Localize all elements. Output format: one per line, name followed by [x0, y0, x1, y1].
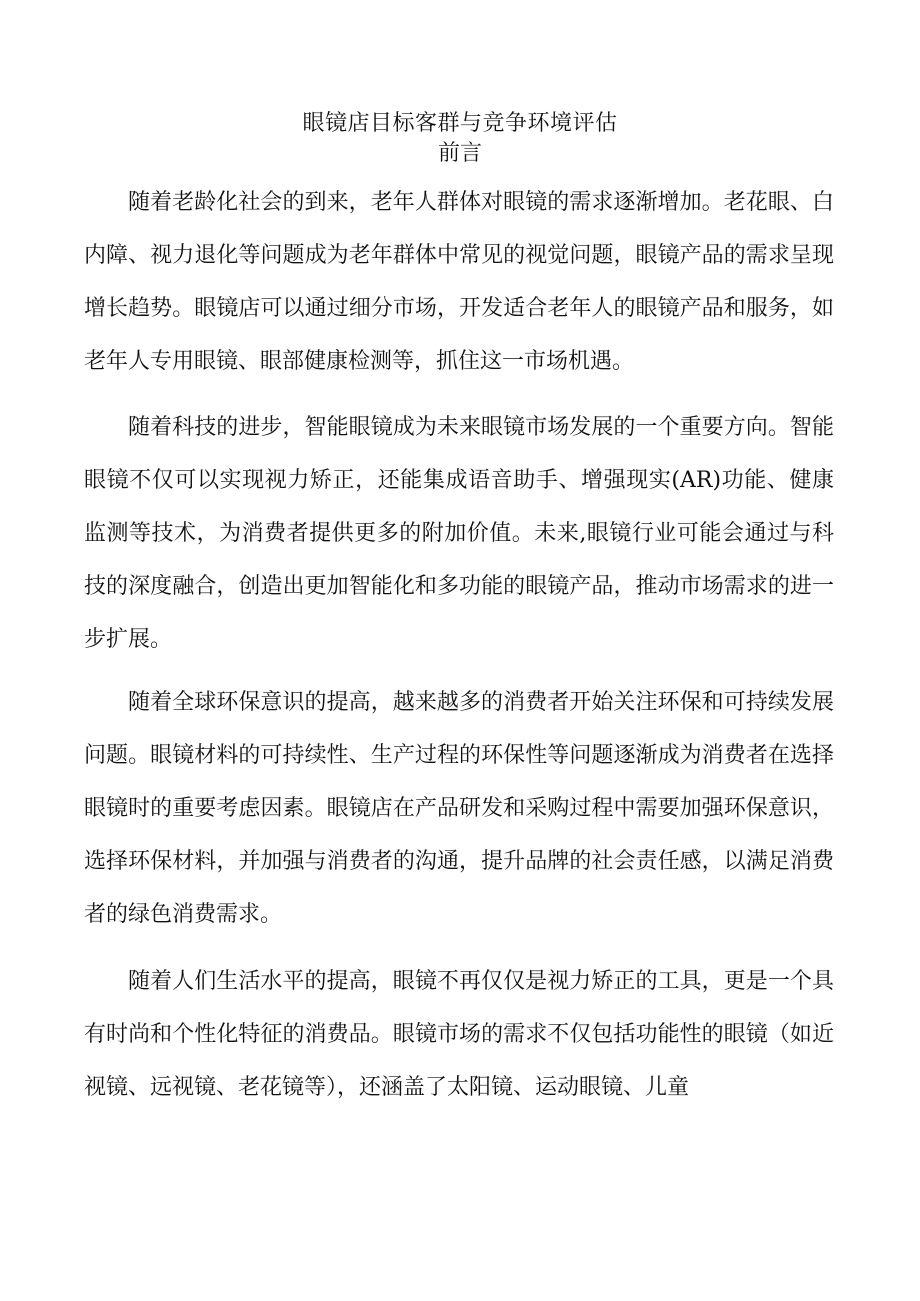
- section-heading: 前言: [437, 141, 482, 166]
- document-title: 眼镜店目标客群与竞争环境评估: [302, 111, 618, 136]
- paragraph: 随着科技的进步，智能眼镜成为未来眼镜市场发展的一个重要方向。智能眼镜不仅可以实现视力矫正，还能集成语音助手、增强现实(AR)功能、健康监测等技术，为消费者提供更多的附加价值。未来,眼镜行业可能会通过与科技的深度融合，创造出更加智能化和多功能的眼镜产品，推动市场需求的进一步扩展。: [84, 415, 834, 652]
- paragraph: 随着全球环保意识的提高，越来越多的消费者开始关注环保和可持续发展问题。眼镜材料的可持续性、生产过程的环保性等问题逐渐成为消费者在选择眼镜时的重要考虑因素。眼镜店在产品研发和采购过程中需要加强环保意识，选择环保材料，并加强与消费者的沟通，提升品牌的社会责任感，以满足消费者的绿色消费需求。: [84, 690, 834, 927]
- paragraph: 随着人们生活水平的提高，眼镜不再仅仅是视力矫正的工具，更是一个具有时尚和个性化特征的消费品。眼镜市场的需求不仅包括功能性的眼镜（如近视镜、远视镜、老花镜等），还涵盖了太阳镜、运动眼镜、儿童: [84, 969, 834, 1100]
- paragraph: 随着老龄化社会的到来，老年人群体对眼镜的需求逐渐增加。老花眼、白内障、视力退化等问题成为老年群体中常见的视觉问题，眼镜产品的需求呈现增长趋势。眼镜店可以通过细分市场，开发适合老年人的眼镜产品和服务，如老年人专用眼镜、眼部健康检测等，抓住这一市场机遇。: [84, 190, 834, 374]
